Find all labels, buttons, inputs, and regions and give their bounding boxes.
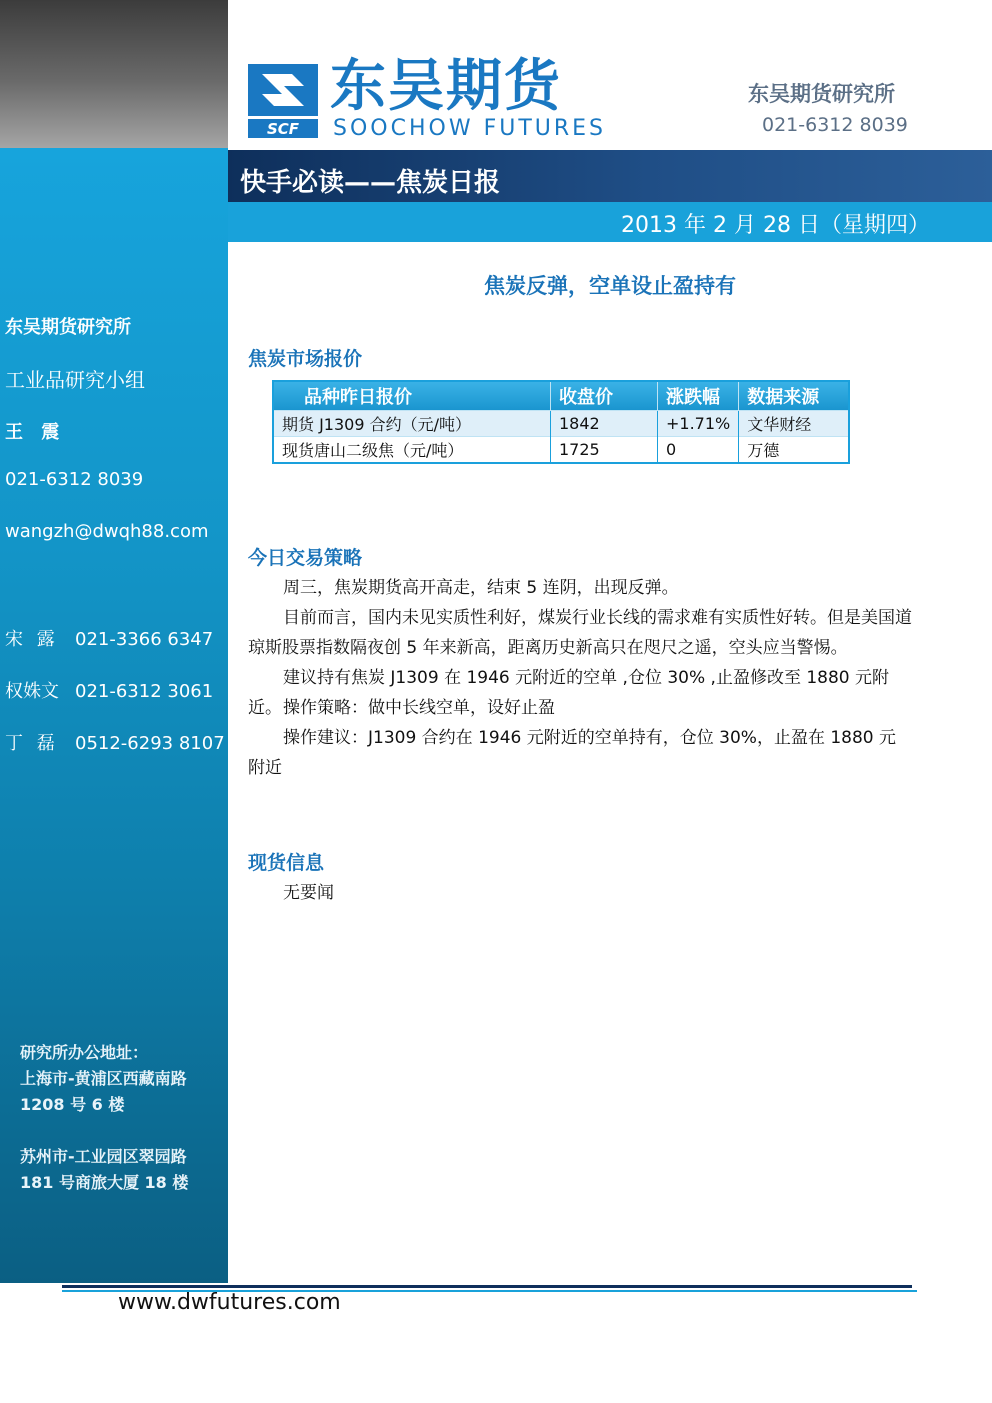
analyst-phone: 021-6312 8039 (5, 469, 144, 490)
price-table (272, 380, 850, 464)
contact-name: 丁 磊 (5, 733, 59, 754)
table-cell: 期货 J1309 合约（元/吨） (273, 411, 551, 437)
institute-name: 东吴期货研究所 (748, 82, 895, 106)
sidebar-institute: 东吴期货研究所 (5, 317, 131, 338)
strategy-paragraph (248, 573, 912, 603)
contact-phone: 0512-6293 8107 (75, 733, 225, 754)
table-row (273, 411, 849, 437)
table-header-row (273, 381, 849, 411)
logo-abbr: SCF (266, 120, 300, 138)
company-logo-icon (248, 64, 318, 138)
office-address (20, 1040, 188, 1196)
analyst-email[interactable]: wangzh@dwqh88.com (5, 521, 209, 542)
analyst-name: 王 震 (5, 422, 66, 443)
contact-phone: 021-6312 3061 (75, 681, 214, 702)
spot-paragraph (248, 878, 912, 908)
report-title: 快手必读——焦炭日报 (240, 168, 501, 198)
contact-name: 权姝文 (5, 681, 59, 702)
sidebar (0, 148, 228, 1283)
table-cell: 文华财经 (739, 411, 849, 437)
table-cell: 现货唐山二级焦（元/吨） (273, 437, 551, 464)
table-row (273, 437, 849, 464)
paragraph-text: 目前而言，国内未见实质性利好，煤炭行业长线的需求难有实质性好转。但是美国道琼斯股票指数隔夜创 5 年来新高，距离历史新高只在咫尺之遥，空头应当警惕。 (248, 608, 912, 658)
contact-phone: 021-3366 6347 (75, 629, 214, 650)
paragraph-text: 操作策略：做中长线空单，设好止盈 (283, 698, 555, 718)
table-cell: 1842 (551, 411, 658, 437)
table-header: 品种昨日报价 (273, 381, 551, 411)
strategy-paragraph (248, 603, 912, 663)
logo-chinese-name: 东吴期货 (330, 54, 562, 119)
section-title-market: 焦炭市场报价 (248, 348, 363, 370)
address-line: 研究所办公地址： (20, 1043, 149, 1062)
section-title-spot: 现货信息 (248, 852, 325, 874)
address-line: 1208 号 6 楼 (20, 1095, 125, 1114)
table-header: 数据来源 (739, 381, 849, 411)
table-cell: +1.71% (658, 411, 739, 437)
address-line: 上海市-黄浦区西藏南路 (20, 1069, 187, 1088)
contact-item (5, 625, 213, 651)
section-title-strategy: 今日交易策略 (248, 547, 363, 569)
contact-name: 宋 露 (5, 629, 59, 650)
paragraph-text: 周三，焦炭期货高开高走，结束 5 连阴，出现反弹。 (283, 578, 679, 598)
report-date: 2013 年 2 月 28 日（星期四） (621, 213, 930, 238)
table-cell: 0 (658, 437, 739, 464)
contact-item (5, 677, 213, 703)
headline: 焦炭反弹，空单设止盈持有 (484, 274, 736, 298)
address-line: 181 号商旅大厦 18 楼 (20, 1173, 189, 1192)
strategy-paragraph (248, 693, 912, 723)
header-grey-block (0, 0, 228, 148)
contact-item (5, 729, 225, 755)
logo-english-name: SOOCHOW FUTURES (333, 116, 607, 141)
address-line: 苏州市-工业园区翠园路 (20, 1147, 187, 1166)
address-line (20, 1118, 188, 1144)
table-header: 收盘价 (551, 381, 658, 411)
paragraph-text: 无要闻 (283, 883, 334, 903)
institute-phone: 021-6312 8039 (762, 114, 908, 136)
paragraph-text: 建议持有焦炭 J1309 在 1946 元附近的空单 ,仓位 30% ,止盈修改至 1880 元附近。 (248, 668, 890, 718)
table-cell: 万德 (739, 437, 849, 464)
strategy-paragraph (248, 723, 912, 783)
table-header: 涨跌幅 (658, 381, 739, 411)
table-cell: 1725 (551, 437, 658, 464)
paragraph-text: 操作建议：J1309 合约在 1946 元附近的空单持有，仓位 30%，止盈在 1880 元附近 (248, 728, 897, 778)
footer-website-link[interactable]: www.dwfutures.com (118, 1290, 341, 1315)
footer-rule (62, 1285, 912, 1288)
sidebar-group: 工业品研究小组 (5, 368, 145, 392)
